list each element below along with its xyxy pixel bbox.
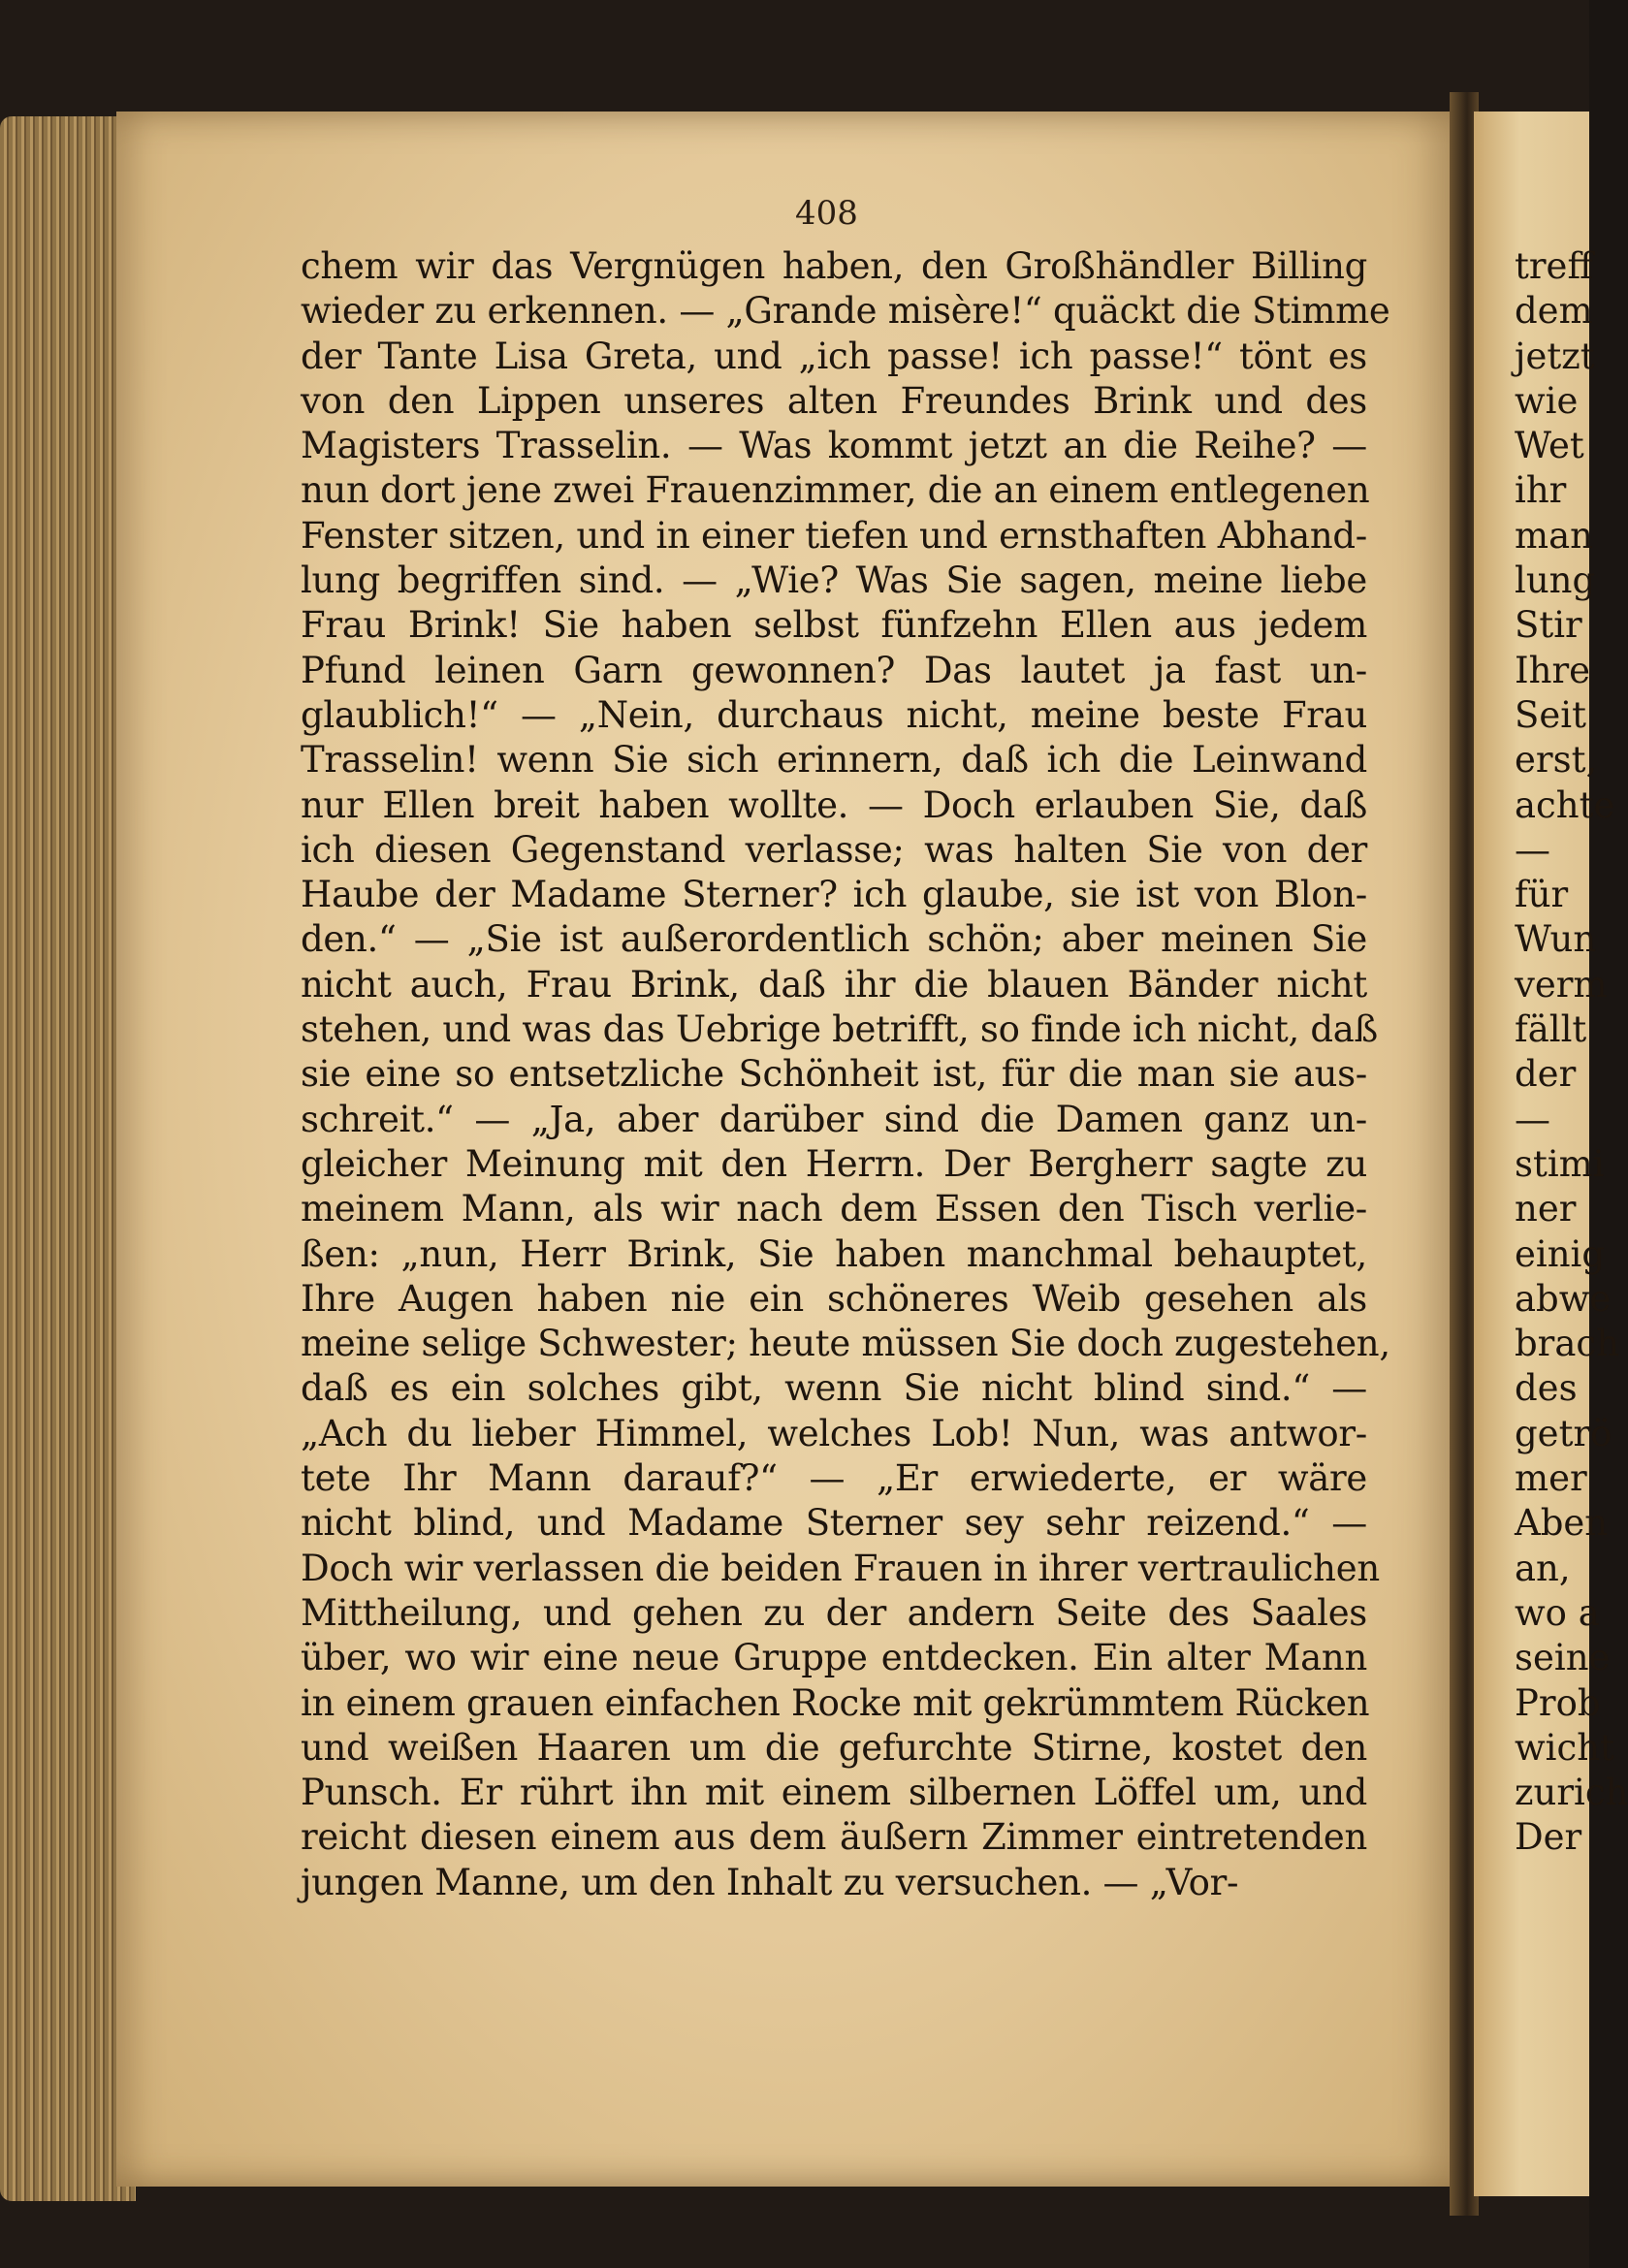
right-page-line: wo a (1515, 1591, 1600, 1634)
right-page-line: für (1515, 874, 1569, 916)
text-line: chem wir das Vergnügen haben, den Großhändler Billing (301, 245, 1367, 287)
right-page-line: Seit (1515, 693, 1586, 736)
text-line: Haube der Madame Sterner? ich glaube, sie ist von Blon- (301, 874, 1367, 916)
right-page-line: fällt (1515, 1008, 1587, 1051)
right-page-line: man (1515, 514, 1593, 557)
right-page-line: zurich (1515, 1772, 1628, 1814)
text-line: „Ach du lieber Himmel, welches Lob! Nun, was antwor- (301, 1412, 1367, 1454)
text-line: nur Ellen breit haben wollte. — Doch erlauben Sie, daß (301, 783, 1367, 826)
text-line: nicht blind, und Madame Sterner sey sehr reizend.“ — (301, 1502, 1367, 1545)
right-page-line: — (1515, 828, 1550, 871)
text-line: Trasselin! wenn Sie sich erinnern, daß ich die Leinwand (301, 739, 1367, 782)
text-line: glaublich!“ — „Nein, durchaus nicht, meine beste Frau (301, 693, 1367, 736)
main-text-block (301, 244, 1390, 1905)
text-line: sie eine so entsetzliche Schönheit ist, für die man sie aus- (301, 1053, 1367, 1096)
page-edges (0, 116, 136, 2201)
right-page-line: seine (1515, 1637, 1611, 1679)
right-page-line: Wet (1515, 425, 1584, 467)
text-line: ßen: „nun, Herr Brink, Sie haben manchmal behauptet, (301, 1232, 1367, 1275)
right-page-line: mer (1515, 1457, 1587, 1500)
right-page-line: Ihre (1515, 649, 1591, 691)
right-page-line: achte (1515, 783, 1615, 826)
text-line: Doch wir verlassen die beiden Frauen in ihrer vertraulichen (301, 1547, 1380, 1589)
text-line: ich diesen Gegenstand verlasse; was halten Sie von der (301, 828, 1367, 871)
text-line: tete Ihr Mann darauf?“ — „Er erwiederte, er wäre (301, 1457, 1367, 1500)
right-page-line: jetzt (1515, 335, 1595, 377)
text-line: nicht auch, Frau Brink, daß ihr die blauen Bänder nicht (301, 963, 1367, 1006)
right-page-line: verm (1515, 963, 1608, 1006)
right-page-line: Aben (1515, 1502, 1609, 1545)
text-line: wieder zu erkennen. — „Grande misère!“ quäckt die Stimme (301, 290, 1390, 333)
right-page-line: lung (1515, 559, 1596, 602)
right-page-line: Prob (1515, 1681, 1601, 1724)
text-line: über, wo wir eine neue Gruppe entdecken. Ein alter Mann (301, 1637, 1367, 1679)
right-page-line: des (1515, 1367, 1578, 1410)
right-page-line: brach (1515, 1323, 1619, 1365)
text-line: daß es ein solches gibt, wenn Sie nicht blind sind.“ — (301, 1367, 1367, 1410)
page-number: 408 (795, 194, 858, 233)
right-page-line: Stir (1515, 604, 1582, 647)
text-line: Frau Brink! Sie haben selbst fünfzehn Ellen aus jedem (301, 604, 1367, 647)
text-line: Magisters Trasselin. — Was kommt jetzt an die Reihe? — (301, 425, 1367, 467)
right-page-line: treff (1515, 245, 1593, 287)
right-page-line: stimi (1515, 1142, 1605, 1185)
text-line: den.“ — „Sie ist außerordentlich schön; aber meinen Sie (301, 918, 1367, 961)
right-page-line: Der (1515, 1816, 1582, 1859)
text-line: meine selige Schwester; heute müssen Sie doch zugestehen, (301, 1323, 1390, 1365)
text-line: Pfund leinen Garn gewonnen? Das lautet ja fast un- (301, 649, 1367, 691)
right-page-line: ner (1515, 1188, 1577, 1230)
text-line: meinem Mann, als wir nach dem Essen den Tisch verlie- (301, 1188, 1367, 1230)
right-page-line: Wun (1515, 918, 1597, 961)
text-line: nun dort jene zwei Frauenzimmer, die an einem entlegenen (301, 469, 1370, 512)
right-page-line: abwe (1515, 1277, 1612, 1320)
right-page-text-fragment (1515, 244, 1628, 1861)
right-page-line: ihr (1515, 469, 1567, 512)
text-line: der Tante Lisa Greta, und „ich passe! ich passe!“ tönt es (301, 335, 1367, 377)
text-line: schreit.“ — „Ja, aber darüber sind die Damen ganz un- (301, 1098, 1367, 1140)
text-line: Punsch. Er rührt ihn mit einem silbernen Löffel um, und (301, 1772, 1367, 1814)
text-line: reicht diesen einem aus dem äußern Zimmer eintretenden (301, 1816, 1367, 1859)
right-page-line: einig (1515, 1232, 1606, 1275)
right-page-line: dem (1515, 290, 1593, 333)
right-page-line: der (1515, 1053, 1577, 1096)
text-line: von den Lippen unseres alten Freundes Brink und des (301, 379, 1367, 422)
text-line: Mittheilung, und gehen zu der andern Seite des Saales (301, 1591, 1367, 1634)
right-page-line: — (1515, 1098, 1550, 1140)
text-line: stehen, und was das Uebrige betrifft, so finde ich nicht, daß (301, 1008, 1378, 1051)
text-line: gleicher Meinung mit den Herrn. Der Bergherr sagte zu (301, 1142, 1367, 1185)
text-line: jungen Manne, um den Inhalt zu versuchen. — „Vor- (301, 1861, 1239, 1903)
right-page-line: erst, (1515, 739, 1598, 782)
text-line: Ihre Augen haben nie ein schöneres Weib gesehen als (301, 1277, 1367, 1320)
text-line: lung begriffen sind. — „Wie? Was Sie sagen, meine liebe (301, 559, 1367, 602)
right-page-line: wicht (1515, 1726, 1614, 1769)
text-line: und weißen Haaren um die gefurchte Stirne, kostet den (301, 1726, 1367, 1769)
right-page-line: an, (1515, 1547, 1571, 1589)
text-line: Fenster sitzen, und in einer tiefen und ernsthaften Abhand- (301, 514, 1367, 557)
right-page-line: wie (1515, 379, 1579, 422)
text-line: in einem grauen einfachen Rocke mit gekrümmtem Rücken (301, 1681, 1370, 1724)
right-page-line: getrö (1515, 1412, 1612, 1454)
